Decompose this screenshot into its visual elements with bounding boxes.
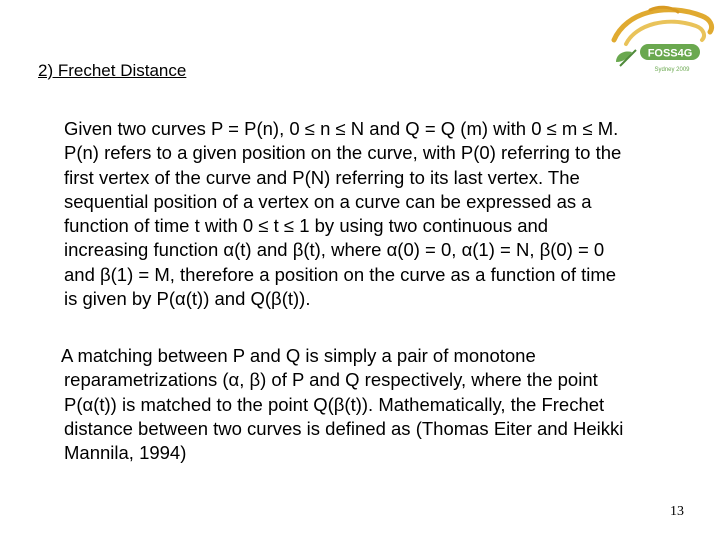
body-paragraph-2 [61, 344, 623, 465]
boundary-conditions-text: and β(1) = M, therefore a position on the curve as a function of time [64, 263, 617, 285]
slide-title: 2) Frechet Distance [38, 61, 187, 80]
logo-text: FOSS4G [647, 47, 693, 60]
alpha-beta-text: increasing function α(t) and β(t), where α(0) = 0, α(1) = N, β(0) = 0 [64, 239, 605, 261]
logo-arc-inner [626, 22, 704, 44]
paragraph-line [61, 344, 623, 368]
paragraph-line [64, 263, 621, 287]
paragraph-line [64, 214, 621, 238]
logo-subtitle: Sydney 2009 [654, 67, 690, 73]
paragraph-line [64, 190, 621, 214]
position-function-text: is given by P(α(t)) and Q(β(t)). [64, 288, 311, 310]
paragraph-line [64, 166, 621, 190]
page-number: 13 [670, 504, 684, 519]
frechet-definition-text: distance between two curves is defined as (Thomas Eiter and Heikki [64, 417, 624, 439]
body-paragraph-1 [64, 117, 621, 311]
vertex-definition: first vertex of the curve and P(N) referring to its last vertex. The [64, 166, 580, 188]
paragraph-line [64, 238, 621, 262]
citation-text: Mannila, 1994) [64, 442, 187, 464]
curves-definition: Given two curves P = P(n), 0 ≤ n ≤ N and Q = Q (m) with 0 ≤ m ≤ M. [64, 118, 619, 139]
sequential-position-text: sequential position of a vertex on a curve can be expressed as a [64, 190, 592, 212]
foss4g-logo [606, 4, 718, 76]
matching-definition: A matching between P and Q is simply a pair of monotone [61, 345, 536, 366]
paragraph-line [64, 141, 621, 165]
paragraph-line [61, 393, 623, 417]
paragraph-line [64, 117, 621, 141]
paragraph-line [64, 287, 621, 311]
time-function-text: function of time t with 0 ≤ t ≤ 1 by using two continuous and [64, 215, 549, 237]
paragraph-line [61, 368, 623, 392]
reparametrization-text: reparametrizations (α, β) of P and Q respectively, where the point [64, 369, 598, 391]
position-definition: P(n) refers to a given position on the curve, with P(0) referring to the [64, 142, 622, 164]
paragraph-line [61, 441, 623, 465]
paragraph-line [61, 417, 623, 441]
matched-point-text: P(α(t)) is matched to the point Q(β(t)). Mathematically, the Frechet [64, 393, 605, 415]
